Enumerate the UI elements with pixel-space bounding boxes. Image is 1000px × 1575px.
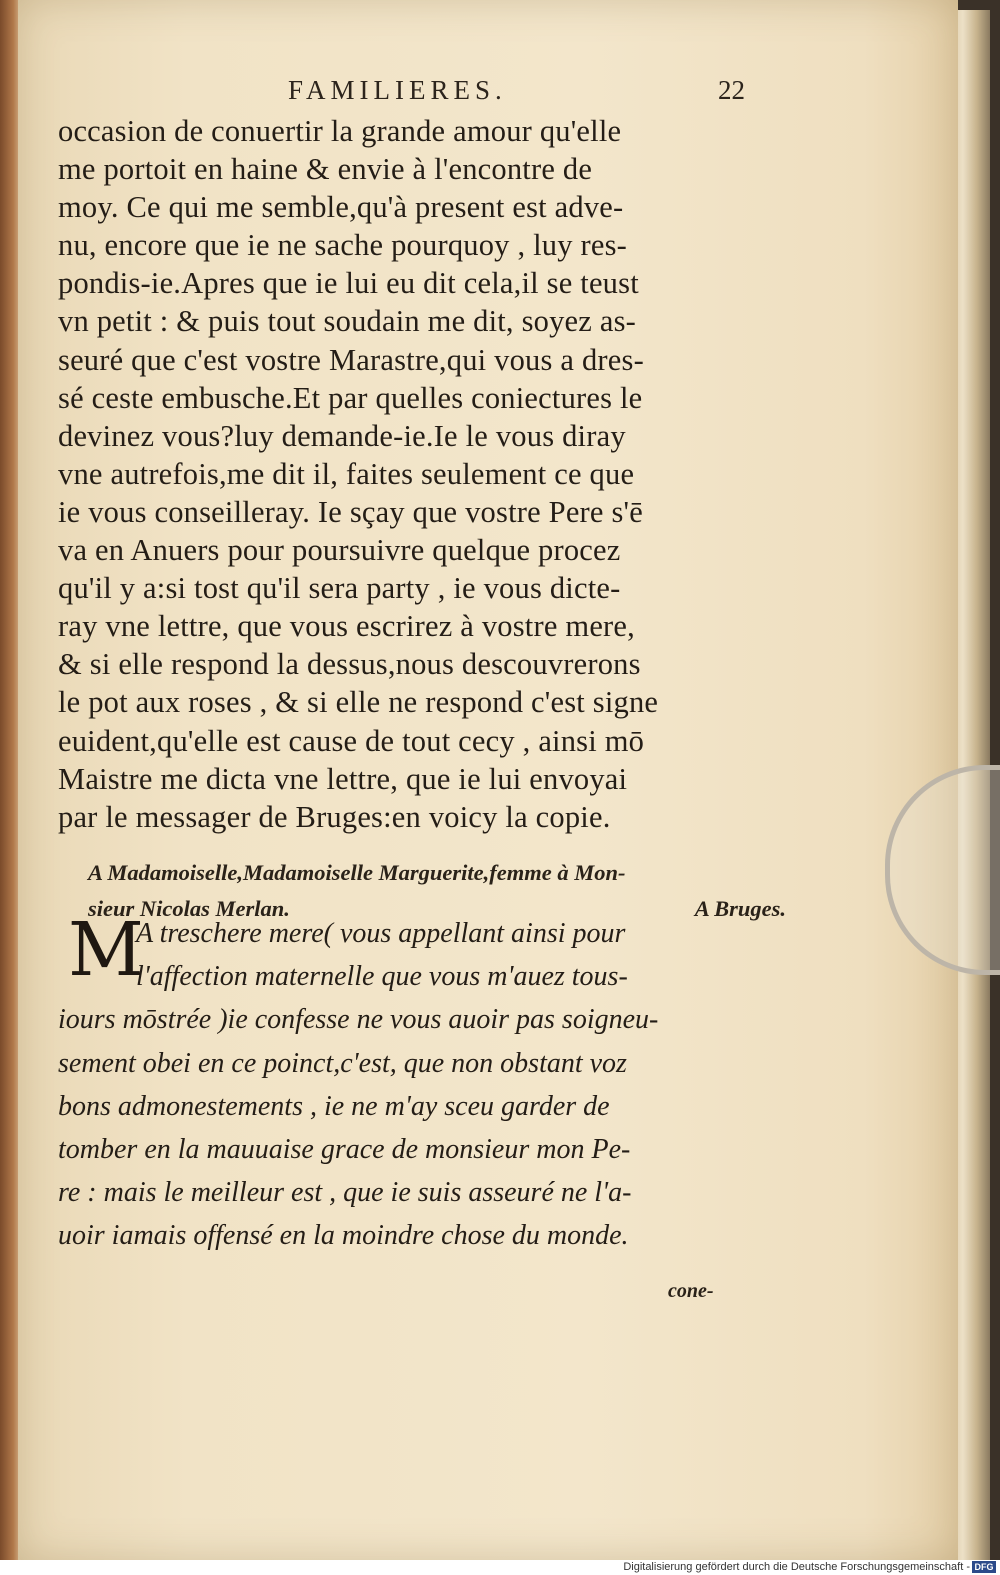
letter-line: tomber en la mauuaise grace de monsieur mon Pe- [58, 1133, 631, 1165]
address-line: A Madamoiselle,Madamoiselle Marguerite,femme à Mon- [88, 860, 626, 885]
text-line: vn petit : & puis tout soudain me dit, soyez as- [58, 304, 637, 339]
page-header [18, 75, 958, 115]
body-text [58, 112, 758, 836]
text-line: occasion de conuertir la grande amour qu'elle [58, 114, 622, 148]
text-line: vne autrefois,me dit il, faites seulement ce que [58, 456, 635, 491]
funding-credit: Digitalisierung gefördert durch die Deutsche Forschungsgemeinschaft - [623, 1561, 970, 1573]
digitization-footer [0, 1560, 1000, 1575]
letter-line: A treschere mere( vous appellant ainsi pour [136, 918, 626, 949]
book-page [18, 0, 958, 1560]
text-line: nu, encore que ie ne sache pourquoy , luy res- [58, 228, 628, 263]
letter-line: bons admonestements , ie ne m'ay sceu garder de [58, 1090, 610, 1122]
text-line: Maistre me dicta vne lettre, que ie lui envoyai [58, 761, 628, 796]
text-line: qu'il y a:si tost qu'il sera party , ie vous dicte- [58, 571, 621, 606]
text-line: ray vne lettre, que vous escrirez à vostre mere, [58, 609, 635, 644]
address-recipient: sieur Nicolas Merlan. [88, 896, 290, 921]
letter-line: re : mais le meilleur est , que ie suis asseuré ne l'a- [58, 1177, 632, 1209]
letter-line: l'affection maternelle que vous m'auez tous- [136, 961, 628, 993]
text-line: le pot aux roses , & si elle ne respond c'est signe [58, 685, 659, 720]
dfg-logo: DFG [972, 1561, 996, 1573]
letter-line: iours mōstrée )ie confesse ne vous auoir pas soigneu- [58, 1004, 659, 1036]
address-place: A Bruges. [694, 896, 786, 921]
text-line: moy. Ce qui me semble,qu'à present est adve- [58, 190, 624, 225]
text-line: euident,qu'elle est cause de tout cecy , ainsi mō [58, 723, 645, 758]
page-number: 22 [718, 75, 745, 105]
text-line: & si elle respond la dessus,nous descouvrerons [58, 647, 641, 682]
text-line: par le messager de Bruges:en voicy la copie. [58, 799, 611, 834]
text-line: sé ceste embusche.Et par quelles coniectures le [58, 380, 643, 415]
text-line: seuré que c'est vostre Marastre,qui vous a dres- [58, 342, 644, 377]
catchword: cone- [668, 1280, 714, 1302]
text-line: pondis-ie.Apres que ie lui eu dit cela,il se teust [58, 266, 639, 301]
text-line: devinez vous?luy demande-ie.Ie le vous diray [58, 418, 626, 453]
text-line: va en Anuers pour poursuivre quelque procez [58, 533, 621, 568]
letter-line: uoir iamais offensé en la moindre chose du monde. [58, 1220, 629, 1252]
text-line: ie vous conseilleray. Ie sçay que vostre Pere s'ē [58, 494, 643, 529]
running-head: FAMILIERES. [288, 75, 507, 105]
letter-line: sement obei en ce poinct,c'est, que non obstant voz [58, 1047, 627, 1079]
drop-capital: M [68, 907, 144, 993]
text-line: me portoit en haine & envie à l'encontre de [58, 152, 593, 187]
